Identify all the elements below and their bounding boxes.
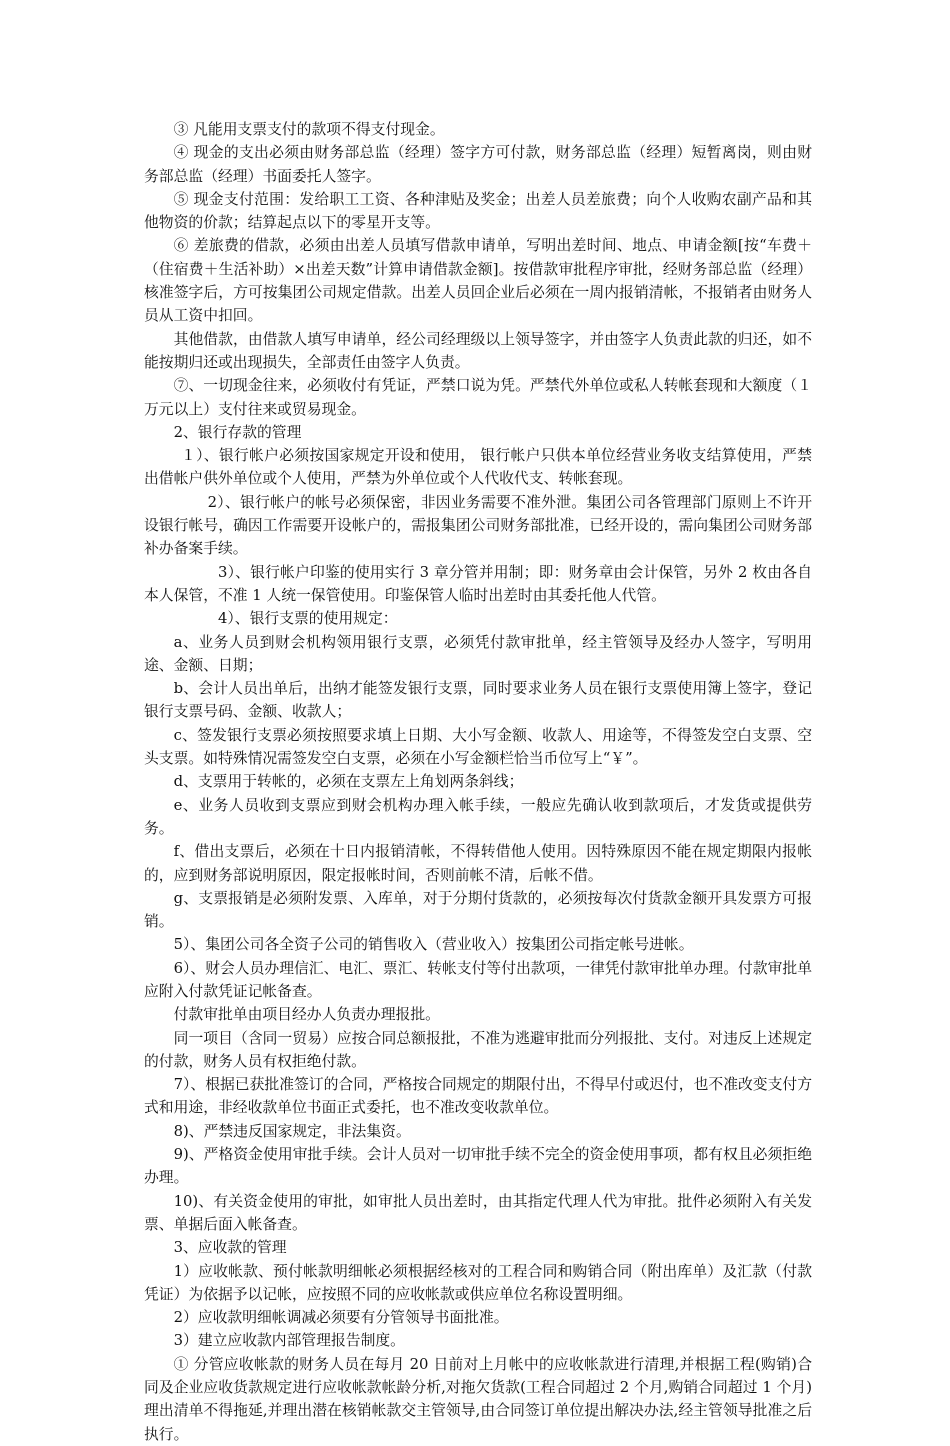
paragraph: ① 分管应收帐款的财务人员在每月 20 日前对上月帐中的应收帐款进行清理,并根据工程(购销)合同及企业应收货款规定进行应收帐款帐龄分析,对拖欠货款(工程合同超过 2 个月,购销合同超过 1 个月)理出清单不得拖延,并理出潜在核销帐款交主管领导,由合同签订单位提出解决办法,经主管领导批准之后执行。 xyxy=(144,1355,812,1443)
paragraph: g、支票报销是必须附发票、入库单，对于分期付货款的，必须按每次付货款金额开具发票方可报销。 xyxy=(144,889,812,931)
paragraph: f、借出支票后，必须在十日内报销清帐，不得转借他人使用。因特殊原因不能在规定期限内报帐的，应到财务部说明原因，限定报帐时间，否则前帐不清，后帐不借。 xyxy=(144,843,812,884)
paragraph: b、会计人员出单后，出纳才能签发银行支票，同时要求业务人员在银行支票使用簿上签字，登记银行支票号码、金额、收款人； xyxy=(144,680,812,721)
paragraph: a、业务人员到财会机构领用银行支票，必须凭付款审批单，经主管领导及经办人签字，写明用途、金额、日期； xyxy=(144,633,812,674)
document-body xyxy=(144,118,812,1446)
paragraph: ③ 凡能用支票支付的款项不得支付现金。 xyxy=(173,121,445,138)
paragraph: 7）、根据已获批准签订的合同，严格按合同规定的期限付出，不得早付或迟付，也不准改变支付方式和用途，非经收款单位书面正式委托，也不准改变收款单位。 xyxy=(144,1076,812,1117)
paragraph: c、签发银行支票必须按照要求填上日期、大小写金额、收款人、用途等，不得签发空白支票、空头支票。如特殊情况需签发空白支票，必须在小写金额栏恰当币位写上“￥”。 xyxy=(144,726,812,768)
paragraph: 6）、财会人员办理信汇、电汇、票汇、转帐支付等付出款项，一律凭付款审批单办理。付款审批单应附入付款凭证记帐备查。 xyxy=(144,959,812,1000)
paragraph: 3）、银行帐户印鉴的使用实行 3 章分管并用制；即：财务章由会计保管，另外 2 枚由各自本人保管，不准 1 人统一保管使用。印鉴保管人临时出差时由其委托他人代管。 xyxy=(144,563,812,604)
paragraph: 5）、集团公司各全资子公司的销售收入（营业收入）按集团公司指定帐号进帐。 xyxy=(173,936,694,954)
paragraph: e、业务人员收到支票应到财会机构办理入帐手续，一般应先确认收到款项后，才发货或提供劳务。 xyxy=(144,796,812,837)
section-heading: 3、应收款的管理 xyxy=(173,1239,287,1257)
paragraph: 1）应收帐款、预付帐款明细帐必须根据经核对的工程合同和购销合同（附出库单）及汇款（付款凭证）为依据予以记帐，应按照不同的应收帐款或供应单位名称设置明细。 xyxy=(144,1262,812,1303)
paragraph: 其他借款，由借款人填写申请单，经公司经理级以上领导签字，并由签字人负责此款的归还，如不能按期归还或出现损失，全部责任由签字人负责。 xyxy=(144,330,812,371)
paragraph: ⑤ 现金支付范围：发给职工工资、各种津贴及奖金；出差人员差旅费；向个人收购农副产品和其他物资的价款；结算起点以下的零星开支等。 xyxy=(144,190,812,232)
paragraph: 9)、严格资金使用审批手续。会计人员对一切审批手续不完全的资金使用事项，都有权且必须拒绝办理。 xyxy=(144,1146,812,1187)
paragraph: 8)、严禁违反国家规定，非法集资。 xyxy=(173,1122,411,1140)
paragraph: 2）应收款明细帐调减必须要有分管领导书面批准。 xyxy=(173,1309,509,1327)
paragraph: 3）建立应收款内部管理报告制度。 xyxy=(173,1332,405,1350)
paragraph: ⑥ 差旅费的借款，必须由出差人员填写借款申请单，写明出差时间、地点、申请金额[按“车费＋（住宿费＋生活补助）×出差天数”计算申请借款金额]。按借款审批程序审批，经财务部总监（经理）核准签字后，方可按集团公司规定借款。出差人员回企业后必须在一周内报销清帐，不报销者由财务人员从工资中扣回。 xyxy=(144,237,812,325)
paragraph: 4）、银行支票的使用规定： xyxy=(218,610,398,628)
paragraph: d、支票用于转帐的，必须在支票左上角划两条斜线； xyxy=(173,773,524,791)
paragraph: １）、银行帐户必须按国家规定开设和使用， 银行帐户只供本单位经营业务收支结算使用，严禁出借帐户供外单位或个人使用，严禁为外单位或个人代收代支、转帐套现。 xyxy=(144,447,812,488)
paragraph: 2）、银行帐户的帐号必须保密，非因业务需要不准外泄。集团公司各管理部门原则上不许开设银行帐号，确因工作需要开设帐户的，需报集团公司财务部批准，已经开设的，需向集团公司财务部补办备案手续。 xyxy=(144,493,812,558)
paragraph: 10)、有关资金使用的审批，如审批人员出差时，由其指定代理人代为审批。批件必须附入有关发票、单据后面入帐备查。 xyxy=(144,1192,812,1233)
section-heading: 2、银行存款的管理 xyxy=(173,423,302,441)
paragraph: ⑦、一切现金往来，必须收付有凭证，严禁口说为凭。严禁代外单位或私人转帐套现和大额度（１万元以上）支付往来或贸易现金。 xyxy=(144,377,812,418)
paragraph: ④ 现金的支出必须由财务部总监（经理）签字方可付款，财务部总监（经理）短暂离岗，则由财务部总监（经理）书面委托人签字。 xyxy=(144,144,812,185)
paragraph: 同一项目（含同一贸易）应按合同总额报批，不准为逃避审批而分列报批、支付。对违反上述规定的付款，财务人员有权拒绝付款。 xyxy=(144,1029,812,1070)
paragraph: 付款审批单由项目经办人负责办理报批。 xyxy=(173,1006,440,1024)
